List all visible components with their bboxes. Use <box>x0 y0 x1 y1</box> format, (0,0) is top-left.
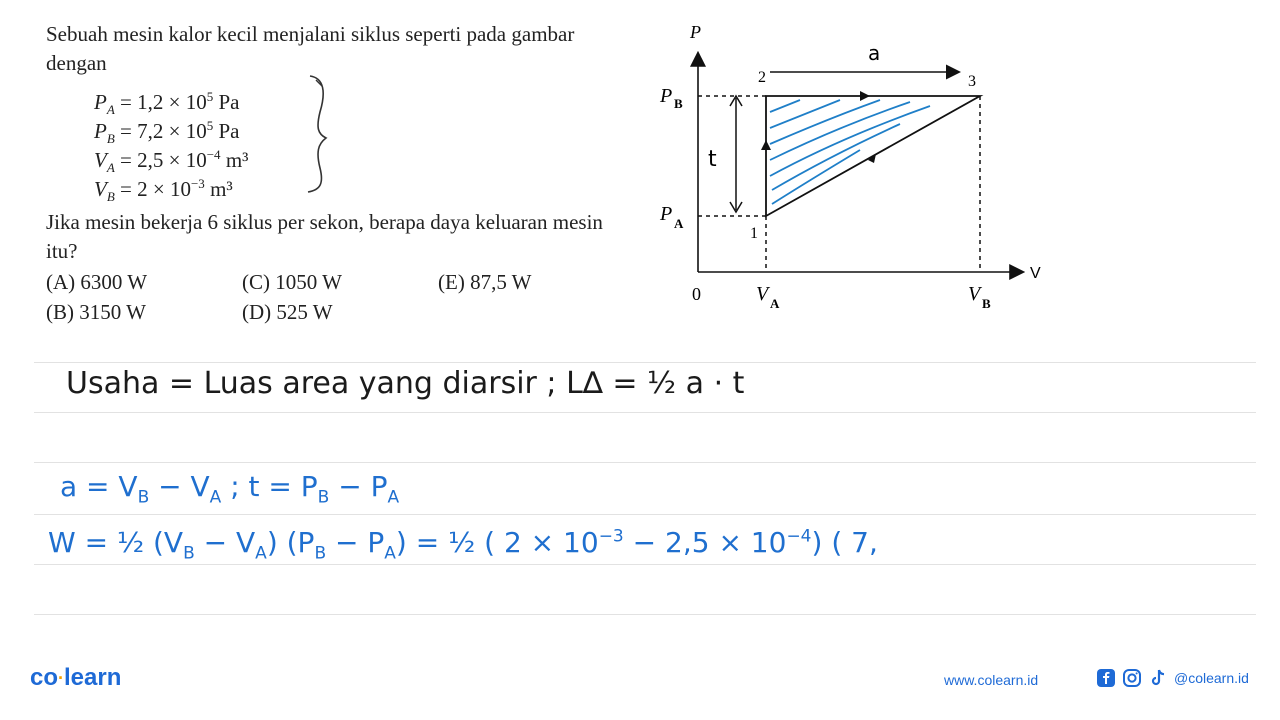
exp: −4 <box>786 526 812 547</box>
a-eq: a = V <box>60 470 138 503</box>
given-exp: −3 <box>190 176 205 191</box>
colearn-logo[interactable] <box>30 664 121 692</box>
given-exp: 5 <box>206 89 214 104</box>
problem-block <box>46 20 626 328</box>
p-axis-label: P <box>690 22 701 42</box>
hw-t-label: t <box>708 147 717 172</box>
given-unit: m³ <box>204 177 233 201</box>
ruled-line <box>34 514 1256 515</box>
givens-list <box>94 82 626 205</box>
sub-a: A <box>387 487 400 508</box>
given-symbol: V <box>94 177 107 201</box>
p-open: ) (P <box>266 526 315 559</box>
work-line-1: Usaha = Luas area yang diarsir ; L∆ = ½ a · t <box>66 366 745 401</box>
point-1-label: 1 <box>750 225 758 242</box>
given-exp: −4 <box>206 147 221 162</box>
given-va <box>94 140 626 176</box>
ruled-line <box>34 412 1256 413</box>
given-value: = 7,2 × 10 <box>120 119 207 143</box>
cycle-triangle <box>766 96 980 216</box>
t-eq: ; t = P <box>221 470 318 503</box>
given-unit: Pa <box>213 119 240 143</box>
given-symbol: V <box>94 148 107 172</box>
hw-a-label: a <box>868 41 881 65</box>
given-symbol: P <box>94 90 107 114</box>
given-value: = 1,2 × 10 <box>120 90 207 114</box>
va-sub: A <box>770 296 780 311</box>
sub-b: B <box>137 487 150 508</box>
sub-b: B <box>317 487 330 508</box>
choice-e[interactable]: (E) 87,5 W <box>438 270 532 294</box>
logo-dot: · <box>58 668 65 689</box>
point-2-label: 2 <box>758 69 766 86</box>
answer-choices <box>46 268 626 328</box>
numeric: − 2,5 × 10 <box>623 526 787 559</box>
numeric: ) = ½ ( 2 × 10 <box>395 526 599 559</box>
va-label: V <box>756 283 769 305</box>
sub-b: B <box>314 543 327 564</box>
problem-intro: Sebuah mesin kalor kecil menjalani siklus seperti pada gambar dengan <box>46 22 575 75</box>
choice-d[interactable]: (D) 525 W <box>242 300 333 324</box>
pv-diagram <box>650 20 1070 320</box>
logo-co: co <box>30 664 59 691</box>
sub-b: B <box>183 543 195 564</box>
facebook-icon[interactable] <box>1096 668 1116 688</box>
choice-b[interactable]: (B) 3150 W <box>46 300 146 324</box>
given-pb <box>94 111 626 147</box>
ruled-line <box>34 362 1256 363</box>
given-value: = 2 × 10 <box>120 177 191 201</box>
given-unit: m³ <box>220 148 249 172</box>
given-pa <box>94 82 626 118</box>
choice-a[interactable]: (A) 6300 W <box>46 270 148 294</box>
w-eq: W = ½ (V <box>48 526 184 559</box>
given-vb <box>94 169 626 205</box>
pb-sub: B <box>674 96 683 111</box>
brace-annotation <box>296 72 336 196</box>
work-line-3 <box>48 526 878 564</box>
ruled-line <box>34 614 1256 615</box>
sub-a: A <box>209 487 222 508</box>
ruled-line <box>34 462 1256 463</box>
logo-learn: learn <box>64 664 122 691</box>
v-axis-label: V <box>1030 265 1041 282</box>
given-sub: A <box>106 102 115 118</box>
sub-a: A <box>255 543 267 564</box>
problem-question: Jika mesin bekerja 6 siklus per sekon, berapa daya keluaran mesin itu? <box>46 210 603 263</box>
ruled-line <box>34 564 1256 565</box>
social-handle[interactable]: @colearn.id <box>1174 670 1249 686</box>
sub-a: A <box>384 543 396 564</box>
minus: − V <box>194 526 256 559</box>
given-exp: 5 <box>206 118 214 133</box>
minus: − P <box>326 526 385 559</box>
vb-sub: B <box>982 296 991 311</box>
origin-label: 0 <box>692 284 701 304</box>
vb-label: V <box>968 283 981 305</box>
exp: −3 <box>598 526 624 547</box>
instagram-icon[interactable] <box>1122 668 1142 688</box>
numeric: ) ( 7, <box>811 526 878 559</box>
minus: − P <box>329 470 388 503</box>
footer-url[interactable]: www.colearn.id <box>944 672 1039 688</box>
point-3-label: 3 <box>968 73 976 90</box>
pa-label: P <box>660 203 673 225</box>
choice-c[interactable]: (C) 1050 W <box>242 270 342 294</box>
given-unit: Pa <box>213 90 240 114</box>
social-links <box>1096 668 1249 688</box>
pa-sub: A <box>674 216 684 231</box>
given-symbol: P <box>94 119 107 143</box>
pb-label: P <box>660 85 673 107</box>
given-sub: A <box>106 160 115 176</box>
minus: − V <box>149 470 210 503</box>
work-line-2 <box>60 470 399 508</box>
given-sub: B <box>106 131 115 147</box>
tiktok-icon[interactable] <box>1148 668 1168 688</box>
given-sub: B <box>106 189 115 205</box>
given-value: = 2,5 × 10 <box>120 148 207 172</box>
